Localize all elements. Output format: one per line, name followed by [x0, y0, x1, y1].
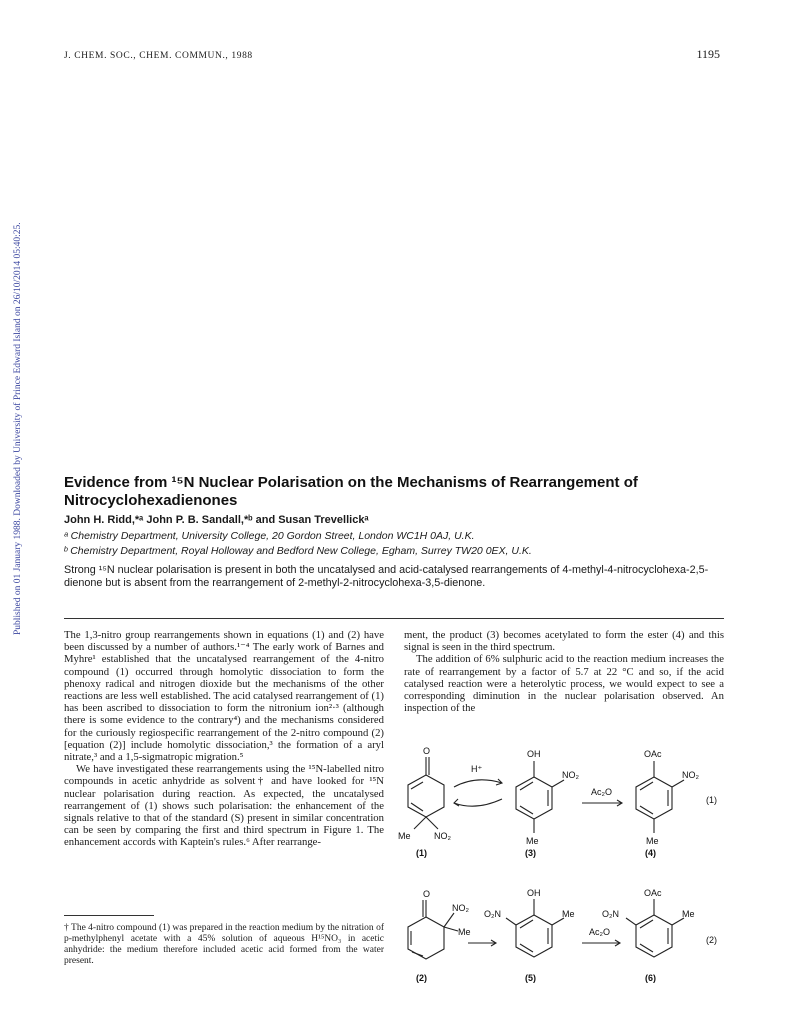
article-abstract: Strong ¹⁵N nuclear polarisation is present in both the uncatalysed and acid-catalysed rearrangements of 4-methyl-4-nitrocyclohexa-2,5-dienone but is absent from the rearrangement of 2-methyl-2-nitrocyclohexa-3,5-dienone.: [64, 564, 709, 589]
article-authors: John H. Ridd,*ᵃ John P. B. Sandall,*ᵇ and Susan Trevellickᵃ: [64, 514, 369, 526]
download-watermark-text: Published on 01 January 1988. Downloaded by University of Prince Edward Island on 26/10/2014 05:40:25.: [13, 222, 23, 635]
compound-3-structure: [516, 761, 564, 833]
equation-number-1: (1): [706, 795, 717, 805]
compound-1-structure: [408, 757, 444, 829]
body-paragraph: We have investigated these rearrangements using the ¹⁵N-labelled nitro compounds in acetic anhydride as solvent† and have looked for ¹⁵N nuclear polarisation during reaction. As expected, the uncatalysed rearrangement of (1) shows such polarisation: the enhancement of the signals relative to that of the standard (S) present in similar concentration can be seen by comparing the first and third spectrum in Figure 1. The enhancement accords with Kaptein's rules.⁶ After rearrange-: [64, 763, 384, 849]
label-no2-3: NO₂: [562, 770, 579, 780]
label-oh-5: OH: [527, 888, 541, 898]
label-me-4: Me: [646, 836, 659, 846]
label-ac2o-2: Ac₂O: [589, 927, 610, 937]
compound-label-3: (3): [525, 848, 536, 858]
label-me-3: Me: [526, 836, 539, 846]
label-o2n-5: O₂N: [484, 909, 501, 919]
label-o-1: O: [423, 746, 431, 756]
body-right-column: [404, 629, 724, 714]
compound-label-4: (4): [645, 848, 656, 858]
body-left-column: [64, 629, 384, 849]
compound-5-structure: [506, 899, 564, 957]
compound-2-structure: [408, 900, 458, 959]
forward-arrow: [454, 780, 502, 787]
affiliation-b: ᵇ Chemistry Department, Royal Holloway and Bedford New College, Egham, Surrey TW20 0EX, U.K.: [64, 545, 532, 557]
label-me-6: Me: [682, 909, 695, 919]
abstract-divider: [64, 618, 724, 619]
label-ac2o-1: Ac₂O: [591, 787, 612, 797]
label-o-2: O: [423, 889, 431, 899]
running-head: J. CHEM. SOC., CHEM. COMMUN., 1988: [64, 51, 253, 61]
label-no2-4: NO₂: [682, 770, 699, 780]
body-paragraph: The 1,3-nitro group rearrangements shown in equations (1) and (2) have been discussed by a number of authors.¹⁻⁴ The early work of Barnes and Myhre¹ established that the uncatalysed rearrangement of the 4-nitro compound (1) occurred through homolytic dissociation to form the phenoxy radical and nitrogen dioxide but the mechanisms of the other reactions are less well established. The acid catalysed rearrangement of (1) has been ascribed to dissociation to form the nitronium ion²·³ (although there is some evidence to the contrary⁴) and the mechanisms considered for the curiously regiospecific rearrangement of the 2-nitro compound (2) [equation (2)] include homolytic dissociation,³ the formation of a aryl nitrate,³ and a 1,5-sigmatropic migration.⁵: [64, 629, 384, 764]
label-oac-6: OAc: [644, 888, 662, 898]
label-me-1: Me: [398, 831, 411, 841]
article-title: Evidence from ¹⁵N Nuclear Polarisation on the Mechanisms of Rearrangement of Nitrocyclohexadienones: [64, 474, 638, 509]
body-paragraph: The addition of 6% sulphuric acid to the reaction medium increases the rate of rearrangement by a factor of 5.7 at 22 °C and so, if the acid catalysed reaction were a heterolytic process, we would expect to see a corresponding diminution in the nuclear polarisation observed. An inspection of the: [404, 653, 724, 715]
compound-label-1: (1): [416, 848, 427, 858]
label-oh-3: OH: [527, 749, 541, 759]
label-oac-4: OAc: [644, 749, 662, 759]
body-paragraph: ment, the product (3) becomes acetylated to form the ester (4) and this signal is seen in the third spectrum.: [404, 629, 724, 654]
footnote-divider: [64, 915, 154, 916]
footnote: † The 4-nitro compound (1) was prepared in the reaction medium by the nitration of p-methylphenyl acetate with a 45% solution of aqueous H¹⁵NO₃ in acetic anhydride: the medium therefore included acetic acid formed from the water present.: [64, 923, 384, 966]
compound-label-5: (5): [525, 973, 536, 983]
affiliation-a: ᵃ Chemistry Department, University College, 20 Gordon Street, London WC1H 0AJ, U.K.: [64, 530, 475, 542]
download-watermark: [0, 155, 26, 635]
label-no2-1: NO₂: [434, 831, 451, 841]
label-no2-2: NO₂: [452, 903, 469, 913]
label-me-2: Me: [458, 927, 471, 937]
compound-label-6: (6): [645, 973, 656, 983]
label-h-plus: H⁺: [471, 764, 483, 774]
equation-number-2: (2): [706, 935, 717, 945]
reverse-arrow: [454, 799, 502, 806]
page-number: 1195: [696, 47, 720, 61]
compound-6-structure: [626, 899, 684, 957]
compound-4-structure: [636, 761, 684, 833]
compound-label-2: (2): [416, 973, 427, 983]
label-me-5: Me: [562, 909, 575, 919]
reaction-scheme: [396, 745, 732, 985]
label-o2n-6: O₂N: [602, 909, 619, 919]
